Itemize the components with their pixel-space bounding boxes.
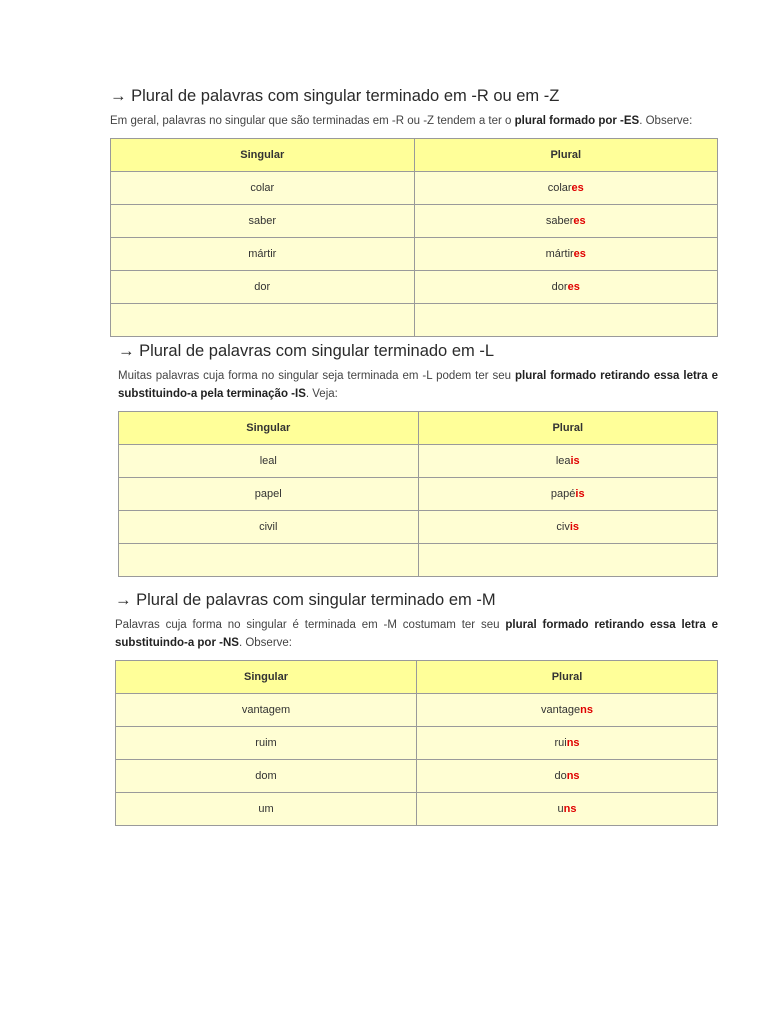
- section-description: [118, 367, 718, 403]
- plural-suffix: ns: [580, 704, 593, 716]
- table-row: [111, 205, 718, 238]
- table-row-empty: [119, 544, 718, 577]
- plural-cell: [418, 511, 718, 544]
- singular-cell: leal: [119, 445, 419, 478]
- singular-cell: civil: [119, 511, 419, 544]
- description-bold: plural formado retirando essa letra e substituindo-a por -NS: [115, 619, 719, 649]
- singular-cell: papel: [119, 478, 419, 511]
- table-header-row: [116, 661, 718, 694]
- singular-cell: dor: [111, 271, 415, 304]
- plural-suffix: ns: [563, 803, 577, 815]
- description-text-end: . Veja:: [305, 388, 338, 400]
- description-bold: plural formado retirando essa letra e substituindo-a pela terminação -IS: [118, 370, 718, 400]
- plural-cell: [414, 238, 718, 271]
- plural-cell: [414, 205, 718, 238]
- section-plural-r-z: [110, 86, 718, 337]
- table-header-row: [119, 412, 718, 445]
- plural-suffix: es: [567, 281, 580, 293]
- description-text-end: . Observe:: [238, 637, 292, 649]
- section-heading: → Plural de palavras com singular terminado em -M: [115, 591, 496, 609]
- singular-cell: saber: [111, 205, 415, 238]
- plural-stem: lea: [555, 455, 571, 467]
- plural-stem: colar: [547, 182, 572, 194]
- column-header-plural: Plural: [417, 661, 718, 694]
- column-header-singular: Singular: [119, 412, 419, 445]
- plural-cell: [414, 271, 718, 304]
- plural-suffix: es: [571, 182, 584, 194]
- plural-table: [115, 660, 718, 826]
- plural-table: [110, 138, 718, 337]
- plural-cell: [418, 445, 718, 478]
- description-text-end: . Observe:: [639, 115, 693, 127]
- singular-cell: mártir: [111, 238, 415, 271]
- singular-cell: colar: [111, 172, 415, 205]
- description-bold: plural formado por -ES: [514, 115, 640, 127]
- table-row: [116, 760, 718, 793]
- plural-stem: do: [554, 770, 567, 782]
- column-header-singular: Singular: [116, 661, 417, 694]
- column-header-plural: Plural: [414, 139, 718, 172]
- plural-suffix: is: [569, 521, 580, 533]
- table-row: [116, 727, 718, 760]
- section-heading: → Plural de palavras com singular terminado em -L: [118, 342, 494, 360]
- section-description: [110, 112, 718, 130]
- plural-cell: [417, 727, 718, 760]
- table-row: [116, 793, 718, 826]
- table-row: [119, 511, 718, 544]
- table-row: [111, 238, 718, 271]
- singular-cell: dom: [116, 760, 417, 793]
- table-row: [119, 478, 718, 511]
- plural-cell: [414, 172, 718, 205]
- table-row: [119, 445, 718, 478]
- plural-stem: vantage: [541, 704, 581, 716]
- description-text: Palavras cuja forma no singular é terminada em -M costumam ter seu: [115, 619, 506, 631]
- singular-cell: um: [116, 793, 417, 826]
- plural-suffix: is: [570, 455, 580, 467]
- table-row-empty: [111, 304, 718, 337]
- description-text: Muitas palavras cuja forma no singular seja terminada em -L podem ter seu: [118, 370, 515, 382]
- plural-suffix: ns: [566, 737, 580, 749]
- table-header-row: [111, 139, 718, 172]
- plural-cell: [417, 760, 718, 793]
- plural-stem: dor: [551, 281, 568, 293]
- description-text: Em geral, palavras no singular que são terminadas em -R ou -Z tendem a ter o: [110, 115, 515, 127]
- plural-suffix: es: [573, 215, 586, 227]
- table-row: [111, 271, 718, 304]
- section-description: [115, 616, 718, 652]
- plural-stem: papé: [550, 488, 576, 500]
- plural-stem: civ: [556, 521, 570, 533]
- table-row: [111, 172, 718, 205]
- plural-table: [118, 411, 718, 577]
- plural-stem: rui: [554, 737, 567, 749]
- plural-stem: mártir: [545, 248, 574, 260]
- plural-cell: [417, 793, 718, 826]
- section-heading: → Plural de palavras com singular terminado em -R ou em -Z: [110, 87, 560, 105]
- column-header-singular: Singular: [111, 139, 415, 172]
- section-plural-l: [118, 341, 718, 577]
- singular-cell: ruim: [116, 727, 417, 760]
- plural-suffix: is: [575, 488, 585, 500]
- table-row: [116, 694, 718, 727]
- section-plural-m: [115, 590, 718, 826]
- plural-cell: [417, 694, 718, 727]
- singular-cell: vantagem: [116, 694, 417, 727]
- column-header-plural: Plural: [418, 412, 718, 445]
- plural-stem: u: [557, 803, 564, 815]
- plural-cell: [418, 478, 718, 511]
- plural-suffix: ns: [566, 770, 580, 782]
- plural-suffix: es: [573, 248, 586, 260]
- plural-stem: saber: [545, 215, 574, 227]
